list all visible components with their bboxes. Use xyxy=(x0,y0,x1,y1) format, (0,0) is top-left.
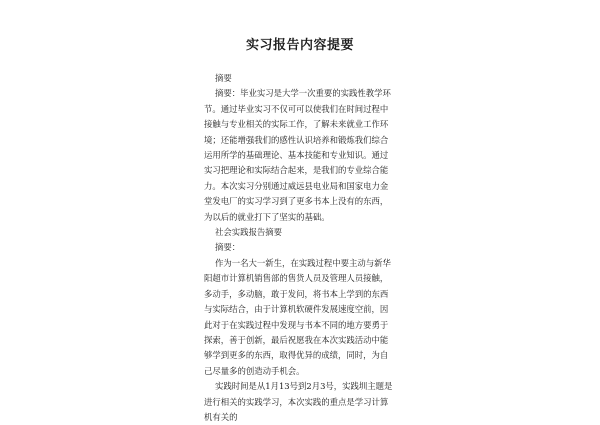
document-body xyxy=(204,71,394,425)
document-title: 实习报告内容提要 xyxy=(245,38,354,53)
paragraph-practice-time: 实践时间是从1月13号到2月3号，实践圳主题是进行相关的实践学习，本次实践的重点是学习计算机有关的 xyxy=(204,381,393,422)
section-heading-social-practice: 社会实践报告摘要 xyxy=(215,227,282,238)
paragraph-freshman-practice: 作为一名大一新生，在实践过程中要主动与新华阳超市计算机销售部的售货人员及管理人员接触，多动手，多动脑，敢于发问，将书本上学到的东西与实际结合，由于计算机软硬件发展速度空前，因此对于在实践过程中发现与书本不同的地方要勇于探索，善于创新，最后祝愿我在本次实践活动中能够学到更多的东西，取得优异的成绩，同时，为自己尽量多的创造动手机会。 xyxy=(204,257,391,376)
paragraph-internship-abstract: 摘要：毕业实习是大学一次重要的实践性教学环节。通过毕业实习不仅可可以使我们在时间过程中接触与专业相关的实际工作，了解未来就业工作环境；还能增强我们的感性认识培养和锻炼我们综合运用所学的基础理论、基本技能和专业知识。通过实习把理论和实际结合起来，是我们的专业综合能力。本次实习分别通过威远县电业局和国家电力金堂发电厂的实习学习到了更多书本上没有的东西，为以后的就业打下了坚实的基础。 xyxy=(204,88,391,222)
section-heading-abstract: 摘要 xyxy=(215,73,232,83)
section-heading-abstract-2: 摘要： xyxy=(215,242,241,253)
